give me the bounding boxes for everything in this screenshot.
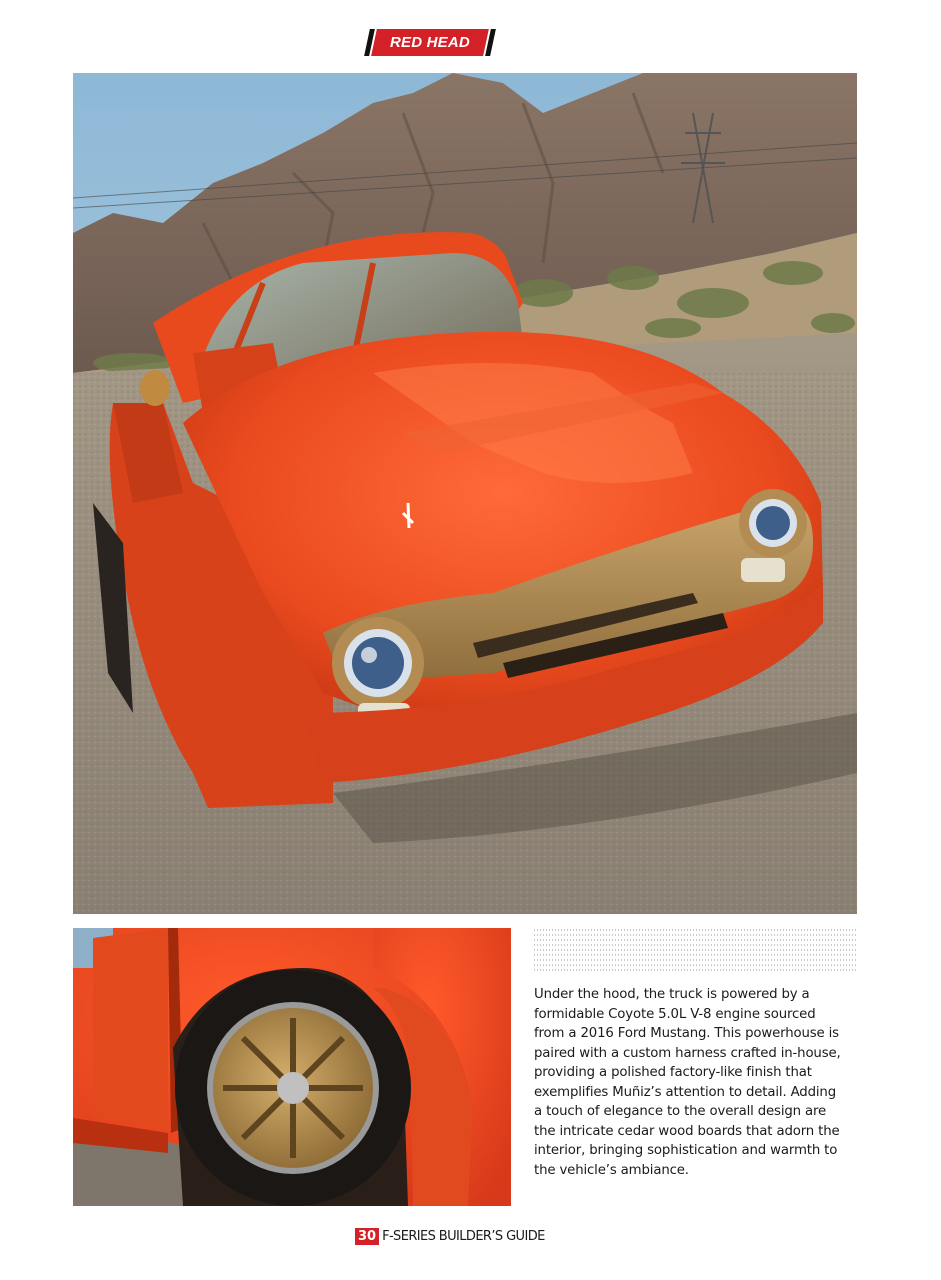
wheel-detail-photo bbox=[73, 928, 511, 1206]
publication-title: F-SERIES BUILDER’S GUIDE bbox=[382, 1228, 545, 1244]
page-footer bbox=[355, 1227, 545, 1245]
article-body-text: Under the hood, the truck is powered by a formidable Coyote 5.0L V-8 engine sourced from a 2016 Ford Mustang. This powerhouse is paired with a custom harness crafted in-house, providing a polished factory-like finish that exemplifies Muñiz’s attention to detail. Adding a touch of elegance to the overall design are the intricate cedar wood boards that adorn the interior, bringing sophistication and warmth to the vehicle’s ambiance. bbox=[534, 987, 841, 1178]
section-tag-label: RED HEAD bbox=[390, 34, 470, 51]
page-number: 30 bbox=[355, 1228, 379, 1245]
section-tag bbox=[371, 29, 489, 56]
main-truck-photo bbox=[73, 73, 857, 914]
decorative-rule-pattern bbox=[534, 929, 856, 972]
